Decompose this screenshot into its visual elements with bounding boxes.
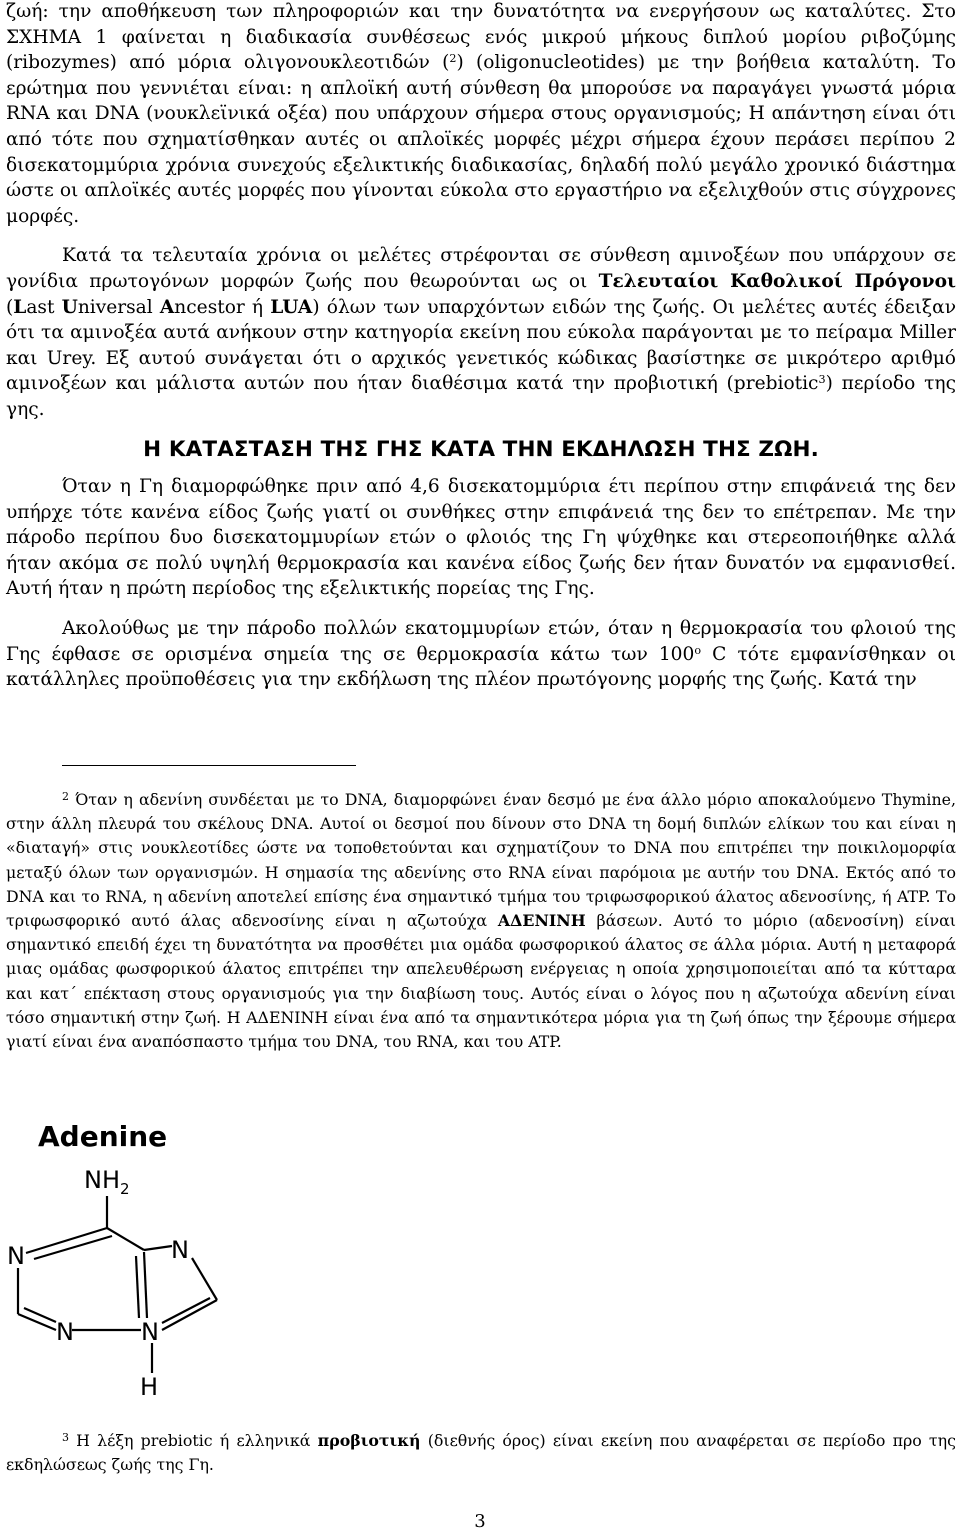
acronym-letter-l: L <box>13 296 27 318</box>
paragraph-1-text: ζωή: την αποθήκευση των πληροφοριών και την δυνατότητα να ενεργήσουν ως καταλύτες. Στο ΣΧΗΜΑ 1 φαίνεται η διαδικασία συνθέσεως ενός μικρού μήκους διπλού μορίου ριβοζύμης (ribozymes) από μόρια ολιγονουκλεοτιδών ( <box>6 1 956 74</box>
figure-title: Adenine <box>38 1120 168 1153</box>
atom-n3: N <box>56 1318 74 1346</box>
paragraph-1-tail: ) (oligonucleotides) με την βοήθεια καταλύτη. Το ερώτημα που γεννιέται είναι: η απλοϊκή αυτή σύνθεση θα μπορούσε να παραγάγει γνωστά μόρια RNA και DNA (νουκλεϊνικά οξέα) που υπάρχουν σήμερα στους οργανισμούς; Η απάντηση είναι ότι από τότε που σχηματίσθηκαν αυτές οι απλοϊκές μορφές μέχρι σήμερα έχουν περάσει περίπου 2 δισεκατομμύρια χρόνια συνεχούς εξελικτικής διαδικασίας, δηλαδή πολύ μεγάλο χρονικό διάστημα ώστε οι απλοϊκές αυτές μορφές που γίνονται εύκολα στο εργαστήριο να εξελιχθούν στις σύγχρονες μορφές. <box>6 52 956 227</box>
adenine-bold-term: ΑΔΕΝΙΝΗ <box>497 910 586 930</box>
paragraph-4-text-a: Ακολούθως με την πάροδο πολλών εκατομμυρίων ετών, όταν η θερμοκρασία του φλοιού της Γης έφθασε σε ορισμένα σημεία της σε θερμοκρασία κάτω των 100 <box>6 618 956 665</box>
bond-lines <box>18 1196 217 1373</box>
paragraph-2-text-b: ( <box>6 296 14 318</box>
footnote-ref-3: 3 <box>818 373 826 387</box>
paragraph-1 <box>6 0 956 229</box>
acronym-word-ancestor: ncestor ή <box>174 296 271 318</box>
footnote-3-text-a: Η λέξη prebiotic ή ελληνικά <box>69 1430 318 1450</box>
footnote-2-text-a: Όταν η αδενίνη συνδέεται με το DNA, διαμορφώνει έναν δεσμό με ένα άλλο μόριο αποκαλούμενο Thymine, στην άλλη πλευρά του σκέλους DNA. Αυτοί οι δεσμοί που δίνουν στο DNA τη δομή διπλών ελίκων του και είναι η «διαταγή» στις νουκλεοτίδες ώστε να τοποθετούνται και σχηματίζουν το DNA που επιτρέπει την ποικιλομορφία μεταξύ όλων των οργανισμών. Η σημασία της αδενίνης στο RNA είναι παρόμοια με αυτήν του DNA. Εκτός από το DNA και το RNA, η αδενίνη αποτελεί επίσης ένα σημαντικό τμήμα του τριφωσφορικού άλατος αδενοσίνης, ή ATP. Το τριφωσφορικό αυτό άλας αδενοσίνης είναι η αζωτούχα <box>6 789 956 930</box>
acronym-letter-u: U <box>61 296 78 318</box>
prebiotic-bold-term: προβιοτική <box>317 1430 421 1450</box>
footnote-2 <box>6 785 956 1054</box>
main-text <box>6 0 956 707</box>
acronym-letter-a: A <box>159 296 175 318</box>
footnote-2-text-b: βάσεων. Αυτό το μόριο (αδενοσίνη) είναι σημαντικό επειδή έχει τη δυνατότητα να προσθέτει μια ομάδα φωσφορικού άλατος σε άλλα μόρια. Αυτή η μεταφορά μιας ομάδας φωσφορικού άλατος επιτρέπει την απελευθέρωση ενέργειας η οποία χρησιμοποιείται από τα κύτταρα και κατ΄ επέκταση στους οργανισμούς για την διαβίωση τους. Αυτός είναι ο λόγος που η αζωτούχα αδενίνη είναι τόσο σημαντική στην ζωή. Η ΑΔΕΝΙΝΗ είναι ένα από τα σημαντικότερα μόρια για τη ζωή όπως την ξέρουμε σήμερα γιατί είναι ένα αναπόσπαστο τμήμα του DNA, του RNA, και του ATP. <box>6 910 957 1051</box>
atom-h: H <box>140 1373 159 1401</box>
page-number: 3 <box>474 1511 486 1532</box>
paragraph-2-text-a: Κατά τα τελευταία χρόνια οι μελέτες στρέφονται σε σύνθεση αμινοξέων που υπάρχουν σε γονίδια πρωτογόνων μορφών ζωής που θεωρούνται ως οι <box>6 245 956 292</box>
footnote-3-number: 3 <box>62 1431 69 1444</box>
acronym-word-last: ast <box>26 296 62 318</box>
paragraph-4-text-b: C τότε εμφανίσθηκαν οι κατάλληλες προϋποθέσεις για την εκδήλωση της πλέον πρωτόγονης μορφής της ζωής. Κατά την <box>6 643 956 691</box>
paragraph-2-text-c: ) όλων των υπαρχόντων ειδών της ζωής. Οι μελέτες αυτές έδειξαν ότι τα αμινοξέα αυτά ανήκουν στην κατηγορία εκείνη που εύκολα παράγονται με το πείραμα Miller και Urey. Εξ αυτού συνάγεται ότι ο αρχικός γενετικός κώδικας βασίστηκε σε μικρότερο αριθμό αμινοξέων και μάλιστα αυτών που ήταν διαθέσιμα κατά την προβιοτική (prebiotic <box>6 296 956 395</box>
paragraph-2-text-d: ) περίοδο της γης. <box>6 373 956 420</box>
acronym-lua: LUA <box>270 296 313 318</box>
luca-greek-term: Τελευταίοι Καθολικοί Πρόγονοι <box>598 270 956 292</box>
paragraph-4 <box>6 616 956 693</box>
atom-n1: N <box>7 1242 25 1270</box>
paragraph-3: Όταν η Γη διαμορφώθηκε πριν από 4,6 δισεκατομμύρια έτι περίπου στην επιφάνειά της δεν υπήρχε τότε κανένα είδος ζωής γιατί οι συνθήκες στην επιφάνειά της δεν το επέτρεπαν. Με την πάροδο περίπου δυο δισεκατομμυρίων ετών ο φλοιός της Γη ψύχθηκε και στερεοποιήθηκε αλλά ήταν ακόμα σε πολύ υψηλή θερμοκρασία και κανένα είδος ζωής δεν ήταν δυνατόν να εμφανισθεί. Αυτή ήταν η πρώτη περίοδος της εξελικτικής πορείας της Γης. <box>6 476 956 600</box>
paragraph-2 <box>6 243 956 422</box>
acronym-word-universal: niversal <box>77 296 160 318</box>
amino-group-label: $NH_2$ <box>84 1166 130 1198</box>
degree-mark: ο <box>694 643 702 657</box>
footnote-ref-2: 2 <box>449 52 457 66</box>
footnote-2-number: 2 <box>62 790 69 803</box>
footnote-3-text-b: (διεθνής όρος) είναι εκείνη που αναφέρεται σε περίοδο προ της εκδηλώσεως ζωής της Γη. <box>6 1430 956 1475</box>
footnote-3 <box>6 1426 956 1477</box>
adenine-structure-figure <box>4 1118 264 1408</box>
atom-n7: N <box>171 1236 189 1264</box>
section-heading: Η ΚΑΤΑΣΤΑΣΗ ΤΗΣ ΓΗΣ ΚΑΤΑ ΤΗΝ ΕΚΔΗΛΩΣΗ ΤΗΣ ΖΩΗ. <box>143 436 819 462</box>
footnote-separator <box>62 765 356 766</box>
atom-n9: N <box>141 1318 159 1346</box>
